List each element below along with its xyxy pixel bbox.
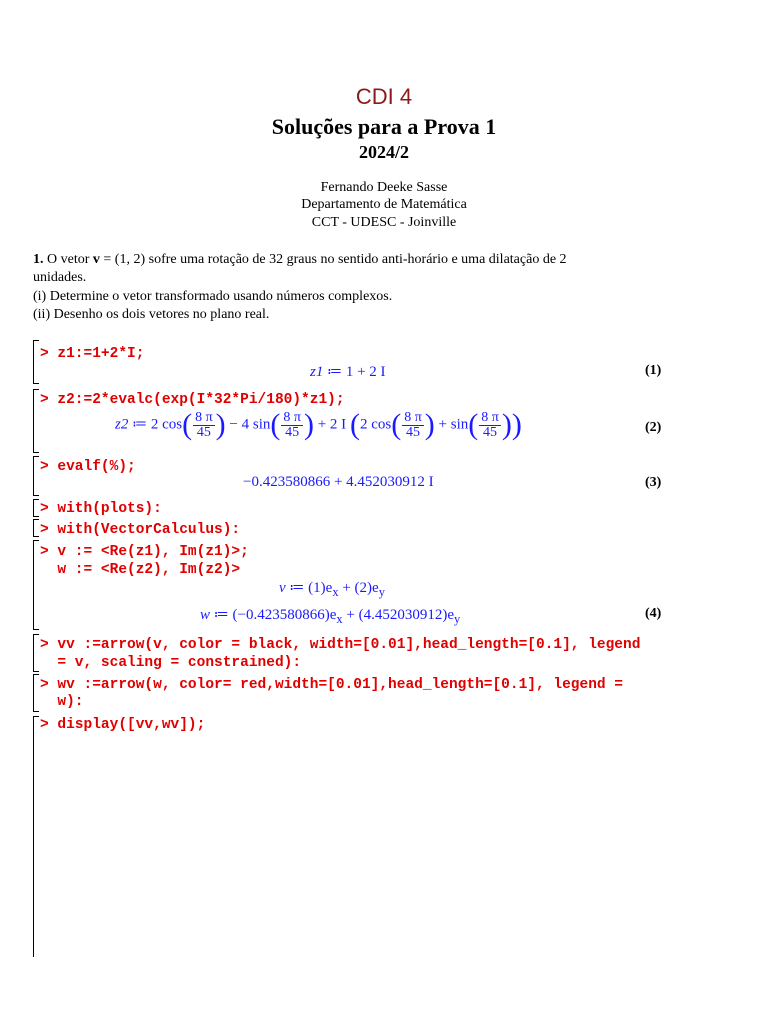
output-w-rhs-y: + (4.452030912)e [342, 607, 454, 623]
execution-group-bracket [33, 519, 39, 537]
page-title: Soluções para a Prova 1 [271, 114, 497, 139]
output-2-part-e: + sin [434, 416, 469, 433]
output-w [200, 605, 460, 627]
paren-close: ) [303, 408, 314, 441]
question-number: 1. [33, 252, 44, 267]
output-v-rhs-x: ≔ (1)e [285, 580, 333, 596]
fraction-numerator: 8 π [404, 409, 422, 425]
output-1-rhs: ≔ 1 + 2 I [323, 364, 386, 380]
output-2-part-b: − 4 sin [225, 416, 271, 433]
input-cell-4[interactable]: > with(plots): [40, 501, 162, 517]
fraction-denominator: 45 [285, 424, 300, 440]
execution-group-bracket [33, 456, 39, 496]
subscript-y: y [378, 585, 385, 599]
input-cell-7-line-2[interactable]: = v, scaling = constrained): [40, 655, 302, 671]
fraction-denominator: 45 [196, 424, 211, 440]
equation-label-2: (2) [645, 420, 662, 435]
output-2-part-d: 2 cos [359, 416, 392, 433]
input-cell-9[interactable]: > display([vv,wv]); [40, 717, 206, 733]
fraction-denominator: 45 [405, 424, 420, 440]
output-1-lhs: z1 [310, 364, 324, 380]
fraction-numerator: 8 π [481, 409, 499, 425]
fraction [479, 411, 501, 440]
course-title: CDI 4 [355, 84, 413, 109]
output-2-part-c: + 2 I [313, 416, 350, 433]
question-text-continued: sofre uma rotação de 32 graus no sentido anti-horário e uma dilatação de 2 [148, 252, 567, 267]
fraction-denominator: 45 [483, 424, 498, 440]
fraction-numerator: 8 π [195, 409, 213, 425]
author-name: Fernando Deeke Sasse [320, 180, 448, 195]
question-line-1 [33, 251, 567, 269]
question-text: O vetor [47, 252, 90, 267]
semester: 2024/2 [358, 142, 409, 162]
paren-open: ( [391, 408, 402, 441]
execution-group-bracket [33, 499, 39, 517]
subscript-x: x [332, 585, 339, 599]
paren-open: ( [468, 408, 479, 441]
input-cell-3[interactable]: > evalf(%); [40, 459, 136, 475]
input-cell-5[interactable]: > with(VectorCalculus): [40, 522, 241, 538]
author-department: Departamento de Matemática [301, 197, 467, 212]
output-v [279, 578, 385, 600]
execution-group-bracket [33, 716, 39, 957]
equation-label-4: (4) [645, 606, 662, 621]
output-3: −0.423580866 + 4.452030912 I [243, 474, 434, 490]
paren-open: ( [270, 408, 281, 441]
paren-close: ) [511, 408, 522, 441]
execution-group-bracket [33, 389, 39, 453]
input-cell-8-line-1[interactable]: > wv :=arrow(w, color= red,width=[0.01],head_length=[0.1], legend = [40, 677, 623, 693]
fraction-numerator: 8 π [283, 409, 301, 425]
input-cell-1[interactable]: > z1:=1+2*I; [40, 346, 145, 362]
output-w-rhs-x: ≔ (−0.423580866)e [210, 607, 337, 623]
input-cell-6-line-2[interactable]: w := <Re(z2), Im(z2)> [40, 562, 241, 578]
equation-label-3: (3) [645, 475, 662, 490]
input-cell-8-line-2[interactable]: w): [40, 694, 84, 710]
input-cell-7-line-1[interactable]: > vv :=arrow(v, color = black, width=[0.01],head_length=[0.1], legend [40, 637, 641, 653]
question-item-i: (i) Determine o vetor transformado usando números complexos. [33, 289, 393, 304]
input-cell-6-line-1[interactable]: > v := <Re(z1), Im(z1)>; [40, 544, 249, 560]
vector-value: = (1, 2) [103, 252, 146, 267]
author-institution: CCT - UDESC - Joinville [311, 215, 457, 230]
paren-close: ) [215, 408, 226, 441]
output-v-rhs-y: + (2)e [338, 580, 379, 596]
execution-group-bracket [33, 674, 39, 712]
output-2-lhs: z2 [115, 416, 129, 433]
question-item-ii: (ii) Desenho os dois vetores no plano real. [33, 307, 270, 322]
output-w-lhs: w [200, 607, 211, 623]
output-v-lhs: v [279, 580, 286, 596]
output-2 [115, 408, 522, 442]
fraction [193, 411, 215, 440]
execution-group-bracket [33, 634, 39, 672]
paren-close: ) [424, 408, 435, 441]
subscript-x: x [336, 612, 343, 626]
output-2-part-a: ≔ 2 cos [128, 416, 183, 433]
question-line-2: unidades. [33, 270, 87, 285]
execution-group-bracket [33, 340, 39, 384]
paren-open: ( [349, 408, 360, 441]
subscript-y: y [453, 612, 461, 626]
fraction [281, 411, 303, 440]
output-1 [310, 362, 386, 381]
paren-close: ) [501, 408, 512, 441]
vector-name: v [92, 252, 100, 267]
fraction [402, 411, 424, 440]
paren-open: ( [182, 408, 193, 441]
execution-group-bracket [33, 540, 39, 630]
equation-label-1: (1) [645, 363, 662, 378]
input-cell-2[interactable]: > z2:=2*evalc(exp(I*32*Pi/180)*z1); [40, 392, 345, 408]
